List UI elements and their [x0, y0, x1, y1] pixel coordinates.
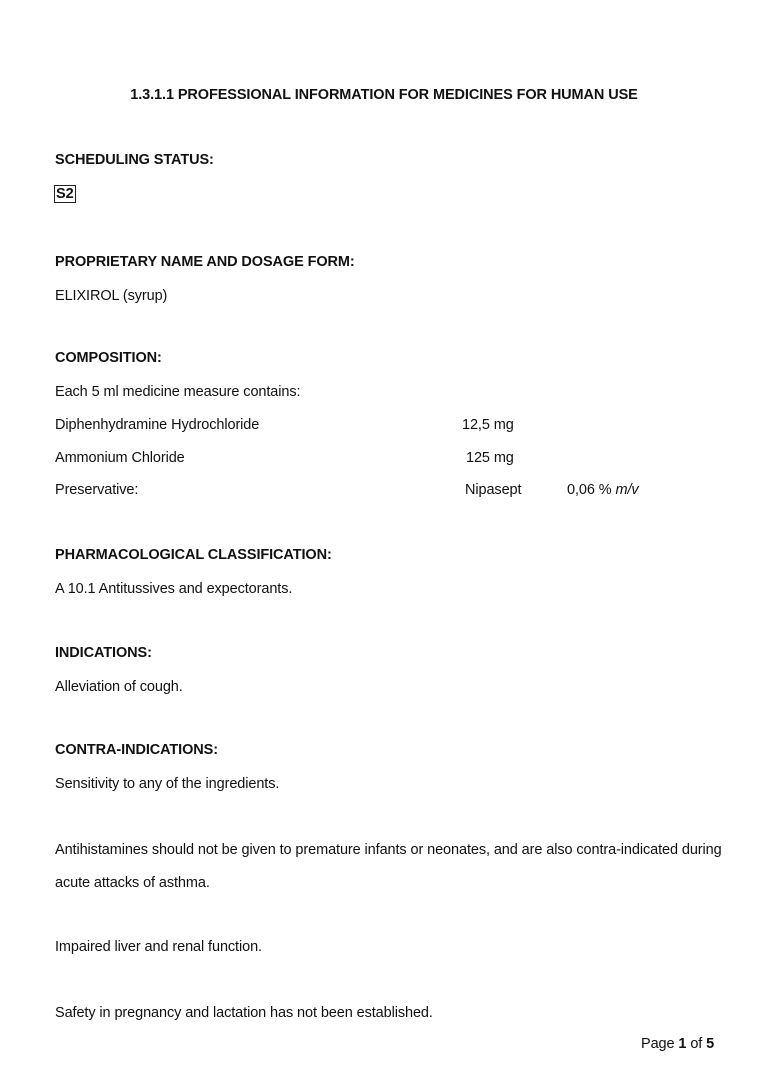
scheduling-heading: SCHEDULING STATUS:	[55, 152, 214, 168]
proprietary-heading: PROPRIETARY NAME AND DOSAGE FORM:	[55, 254, 355, 270]
composition-row-name: Diphenhydramine Hydrochloride	[55, 417, 260, 433]
proprietary-text: ELIXIROL (syrup)	[55, 288, 168, 304]
indications-heading: INDICATIONS:	[55, 645, 152, 661]
page-number	[641, 1036, 714, 1052]
preservative-concentration	[567, 482, 639, 498]
contraindications-paragraph-line: acute attacks of asthma.	[55, 875, 210, 891]
contraindications-paragraph: Safety in pregnancy and lactation has not been established.	[55, 1005, 433, 1021]
page-total: 5	[706, 1036, 715, 1052]
preservative-unit: m/v	[615, 482, 639, 498]
contraindications-paragraph-line: Antihistamines should not be given to premature infants or neonates, and are also contra-indicated during	[55, 842, 722, 858]
composition-heading: COMPOSITION:	[55, 350, 162, 366]
pharmacological-heading: PHARMACOLOGICAL CLASSIFICATION:	[55, 547, 332, 563]
page-current: 1	[678, 1036, 687, 1052]
scheduling-status-box	[54, 186, 76, 202]
document-title: 1.3.1.1 PROFESSIONAL INFORMATION FOR MEDICINES FOR HUMAN USE	[130, 87, 638, 103]
pharmacological-text: A 10.1 Antitussives and expectorants.	[55, 581, 293, 597]
page-of: of	[690, 1036, 703, 1052]
composition-intro: Each 5 ml medicine measure contains:	[55, 384, 301, 400]
page-prefix: Page	[641, 1036, 675, 1052]
composition-row-name: Ammonium Chloride	[55, 450, 185, 466]
contraindications-paragraph: Sensitivity to any of the ingredients.	[55, 776, 280, 792]
scheduling-status: S2	[56, 186, 74, 202]
preservative-value: 0,06 %	[567, 482, 612, 498]
composition-row-amount: 125 mg	[466, 450, 514, 466]
contraindications-heading: CONTRA-INDICATIONS:	[55, 742, 218, 758]
indications-text: Alleviation of cough.	[55, 679, 183, 695]
composition-row-amount: Nipasept	[465, 482, 522, 498]
contraindications-paragraph: Impaired liver and renal function.	[55, 939, 262, 955]
composition-row-amount: 12,5 mg	[462, 417, 514, 433]
composition-row-name: Preservative:	[55, 482, 139, 498]
